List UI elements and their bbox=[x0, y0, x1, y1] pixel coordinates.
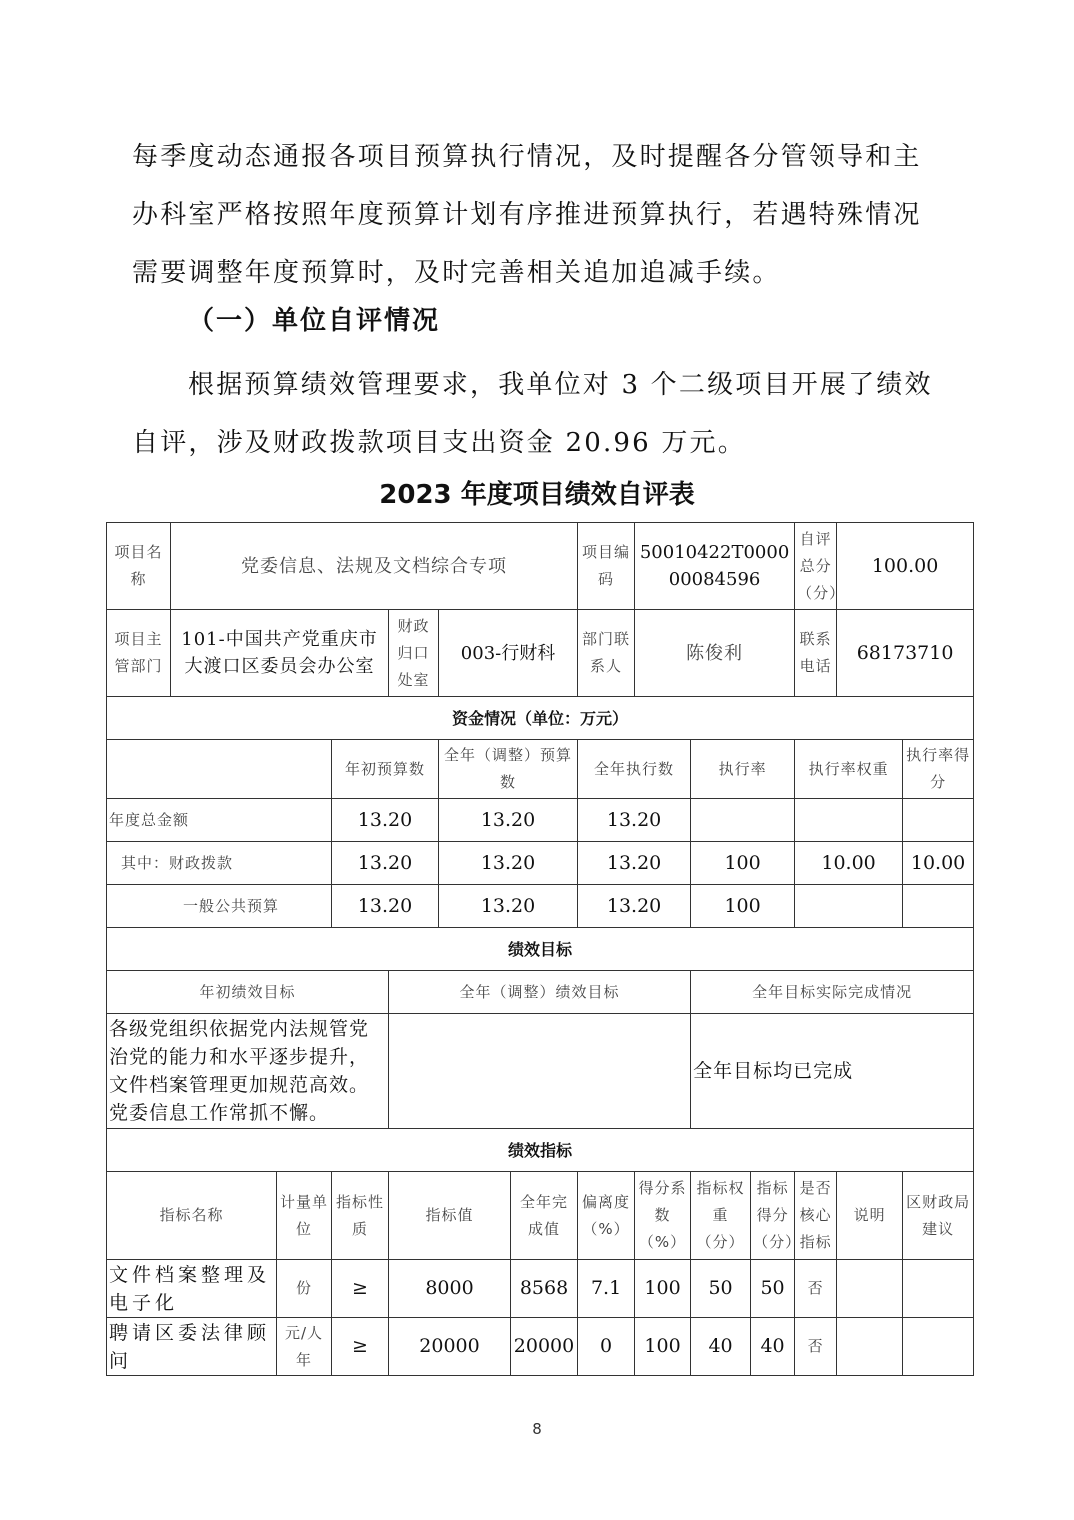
contact-person: 陈俊利 bbox=[635, 610, 795, 697]
funds-row-label: 一般公共预算 bbox=[107, 885, 332, 928]
funds-cell: 13.20 bbox=[578, 799, 691, 842]
funds-cell bbox=[903, 885, 974, 928]
goals-section-title: 绩效目标 bbox=[107, 928, 974, 971]
funds-cell: 100 bbox=[691, 842, 795, 885]
body-paragraph-2: 根据预算绩效管理要求，我单位对 3 个二级项目开展了绩效自评，涉及财政拨款项目支出资金 20.96 万元。 bbox=[132, 370, 933, 458]
indicator-cell: ≥ bbox=[332, 1260, 389, 1318]
phone-label: 联系电话 bbox=[795, 610, 837, 697]
indicator-header: 指标性质 bbox=[332, 1172, 389, 1260]
indicator-cell: 40 bbox=[751, 1318, 795, 1376]
section-heading: （一）单位自评情况 bbox=[188, 306, 441, 336]
goals-header: 年初绩效目标 bbox=[107, 971, 389, 1014]
indicator-cell: 否 bbox=[795, 1260, 837, 1318]
goals-header: 全年目标实际完成情况 bbox=[691, 971, 974, 1014]
indicator-cell: 50 bbox=[751, 1260, 795, 1318]
indicator-cell: 份 bbox=[277, 1260, 332, 1318]
funds-row bbox=[107, 842, 974, 885]
indicator-cell bbox=[903, 1318, 974, 1376]
indicator-cell: 元/人年 bbox=[277, 1318, 332, 1376]
funds-header: 执行率 bbox=[691, 740, 795, 799]
project-code: 50010422T000000084596 bbox=[635, 523, 795, 610]
funds-cell: 13.20 bbox=[439, 799, 578, 842]
indicator-cell: 20000 bbox=[511, 1318, 578, 1376]
funds-section-title: 资金情况（单位：万元） bbox=[107, 697, 974, 740]
indicator-cell bbox=[903, 1260, 974, 1318]
indicator-name: 聘请区委法律顾问 bbox=[107, 1318, 277, 1376]
funds-cell bbox=[795, 885, 903, 928]
table-title: 2023 年度项目绩效自评表 bbox=[379, 480, 695, 510]
contact-label: 部门联系人 bbox=[578, 610, 635, 697]
funds-header: 执行率得分 bbox=[903, 740, 974, 799]
funds-cell: 13.20 bbox=[332, 842, 439, 885]
funds-cell: 13.20 bbox=[578, 842, 691, 885]
indicator-header: 偏离度（%） bbox=[578, 1172, 635, 1260]
department-row bbox=[107, 610, 974, 697]
funds-cell: 10.00 bbox=[903, 842, 974, 885]
body-paragraph-1: 每季度动态通报各项目预算执行情况，及时提醒各分管领导和主办科室严格按照年度预算计划有序推进预算执行，若遇特殊情况需要调整年度预算时，及时完善相关追加追减手续。 bbox=[132, 142, 922, 288]
indicator-cell: 否 bbox=[795, 1318, 837, 1376]
funds-cell: 13.20 bbox=[439, 885, 578, 928]
adjusted-goal bbox=[389, 1014, 691, 1129]
actual-completion: 全年目标均已完成 bbox=[691, 1014, 974, 1129]
project-name-label: 项目名称 bbox=[107, 523, 171, 610]
funds-cell bbox=[795, 799, 903, 842]
funds-cell: 13.20 bbox=[578, 885, 691, 928]
indicator-cell: ≥ bbox=[332, 1318, 389, 1376]
project-code-label: 项目编码 bbox=[578, 523, 635, 610]
funds-header-row bbox=[107, 740, 974, 799]
indicator-cell: 7.1 bbox=[578, 1260, 635, 1318]
goals-header: 全年（调整）绩效目标 bbox=[389, 971, 691, 1014]
indicator-cell: 8000 bbox=[389, 1260, 511, 1318]
funds-cell: 10.00 bbox=[795, 842, 903, 885]
goals-header-row bbox=[107, 971, 974, 1014]
indicator-header: 说明 bbox=[837, 1172, 903, 1260]
indicators-section-title: 绩效指标 bbox=[107, 1129, 974, 1172]
initial-goal: 各级党组织依据党内法规管党治党的能力和水平逐步提升，文件档案管理更加规范高效。党委信息工作常抓不懈。 bbox=[107, 1014, 389, 1129]
goals-row bbox=[107, 1014, 974, 1129]
indicator-cell: 100 bbox=[635, 1318, 691, 1376]
indicator-cell bbox=[837, 1260, 903, 1318]
funds-row-label: 年度总金额 bbox=[107, 799, 332, 842]
indicator-cell: 20000 bbox=[389, 1318, 511, 1376]
indicator-cell: 8568 bbox=[511, 1260, 578, 1318]
total-score: 100.00 bbox=[837, 523, 974, 610]
score-label: 自评总分（分） bbox=[795, 523, 837, 610]
indicator-header: 指标名称 bbox=[107, 1172, 277, 1260]
funds-row bbox=[107, 885, 974, 928]
finance-office: 003-行财科 bbox=[439, 610, 578, 697]
indicator-cell: 100 bbox=[635, 1260, 691, 1318]
funds-row bbox=[107, 799, 974, 842]
funds-header: 全年执行数 bbox=[578, 740, 691, 799]
performance-self-evaluation-table bbox=[106, 522, 974, 1376]
funds-cell bbox=[903, 799, 974, 842]
funds-header-blank bbox=[107, 740, 332, 799]
page-number: 8 bbox=[532, 1420, 542, 1438]
indicator-header: 计量单位 bbox=[277, 1172, 332, 1260]
indicator-cell: 0 bbox=[578, 1318, 635, 1376]
funds-header: 执行率权重 bbox=[795, 740, 903, 799]
indicator-row bbox=[107, 1260, 974, 1318]
department: 101-中国共产党重庆市大渡口区委员会办公室 bbox=[171, 610, 389, 697]
indicator-header: 指标权重（分） bbox=[691, 1172, 751, 1260]
indicator-cell: 40 bbox=[691, 1318, 751, 1376]
indicator-header: 指标值 bbox=[389, 1172, 511, 1260]
funds-cell: 13.20 bbox=[332, 885, 439, 928]
funds-cell: 13.20 bbox=[332, 799, 439, 842]
funds-header: 全年（调整）预算数 bbox=[439, 740, 578, 799]
funds-cell bbox=[691, 799, 795, 842]
funds-cell: 13.20 bbox=[439, 842, 578, 885]
project-name: 党委信息、法规及文档综合专项 bbox=[171, 523, 578, 610]
funds-cell: 100 bbox=[691, 885, 795, 928]
finance-office-label: 财政归口处室 bbox=[389, 610, 439, 697]
indicator-name: 文件档案整理及电子化 bbox=[107, 1260, 277, 1318]
indicator-header: 得分系数（%） bbox=[635, 1172, 691, 1260]
funds-row-label: 其中：财政拨款 bbox=[107, 842, 332, 885]
indicator-row bbox=[107, 1318, 974, 1376]
indicators-header-row bbox=[107, 1172, 974, 1260]
department-label: 项目主管部门 bbox=[107, 610, 171, 697]
project-name-row bbox=[107, 523, 974, 610]
indicator-header: 指标得分（分） bbox=[751, 1172, 795, 1260]
indicator-cell bbox=[837, 1318, 903, 1376]
indicator-header: 全年完成值 bbox=[511, 1172, 578, 1260]
funds-header: 年初预算数 bbox=[332, 740, 439, 799]
phone-number: 68173710 bbox=[837, 610, 974, 697]
indicator-header: 区财政局建议 bbox=[903, 1172, 974, 1260]
indicator-cell: 50 bbox=[691, 1260, 751, 1318]
indicator-header: 是否核心指标 bbox=[795, 1172, 837, 1260]
